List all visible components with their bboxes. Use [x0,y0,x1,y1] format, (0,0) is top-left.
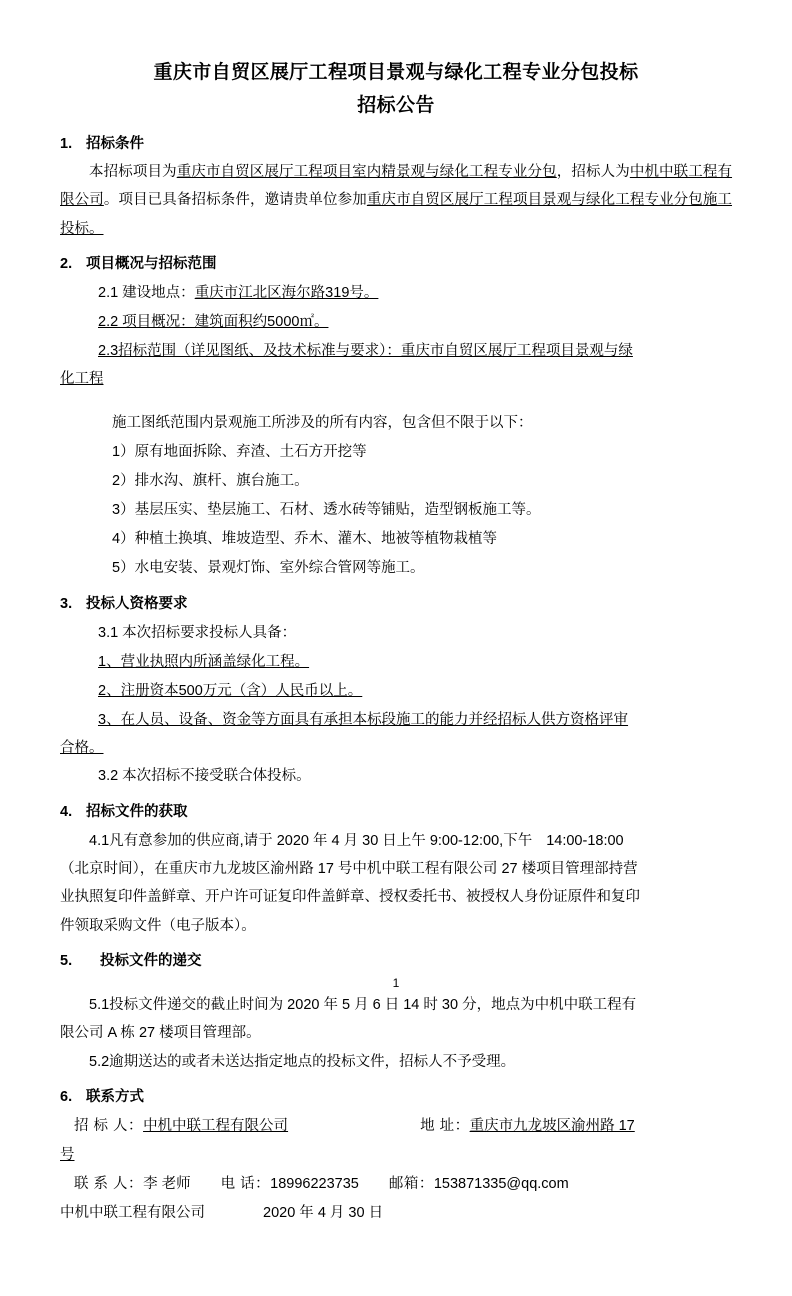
section-5-number: 5. [60,952,73,969]
email-label: 邮箱： [388,1175,434,1192]
email-value: 153871335@qq.com [433,1175,569,1192]
address-row-cont [60,1141,732,1170]
section-6-number: 6. [60,1089,73,1106]
page-number: 1 [392,975,400,990]
section-2-heading [60,252,732,277]
section-4-heading [60,800,732,825]
qualification-3 [60,706,732,734]
s1-text-c: 。项目已具备招标条件，邀请贵单位参加 [103,192,367,209]
item-3-2: 3.2 本次招标不接受联合体投标。 [98,768,311,785]
item-5-1-cont: 限公司 A 栋 27 楼项目管理部。 [60,1025,261,1042]
qualification-2 [60,677,732,706]
section-3-number: 3. [60,596,73,613]
section-1-number: 1. [60,135,73,152]
item-5-1: 5.1投标文件递交的截止时间为 2020 年 5 月 6 日 14 时 30 分，地点为中机中联工程有 [89,997,637,1014]
section-4-number: 4. [60,804,73,821]
title-line-1: 重庆市自贸区展厅工程项目景观与绿化工程专业分包投标 [153,62,639,83]
list-item: 3）基层压实、垫层施工、石材、透水砖等铺贴，造型钢板施工等。 [112,502,541,519]
item-4-1 [60,827,732,855]
item-4-1-b: 14:00-18:00 [546,832,624,849]
s1-text-a: 本招标项目为 [89,164,177,181]
item-2-3-text-a: 2.3招标范围（详见图纸、及技术标准与要求）：重庆市自贸区展厅工程项目景观与绿 [98,342,633,359]
section-6-heading [60,1085,732,1110]
section-1-paragraph [60,158,732,243]
item-5-2: 5.2逾期送达的或者未送达指定地点的投标文件，招标人不予受理。 [89,1053,516,1070]
section-6-title: 联系方式 [86,1089,144,1106]
qualification-3-cont [60,734,732,762]
footer-row [60,1199,732,1228]
s1-underline-3: 重庆市自贸区展厅工程项目景观与绿化工程专业分包施工投标。 [60,192,733,237]
item-3-1: 3.1 本次招标要求投标人具备： [98,624,297,641]
contact-label: 联 系 人： [74,1175,144,1192]
list-item: 5）水电安装、景观灯饰、室外综合管网等施工。 [112,560,425,577]
s1-text-b: ，招标人为 [556,164,630,181]
section-1-title: 招标条件 [86,135,144,152]
address-label: 地 址： [420,1117,470,1134]
scope-intro: 施工图纸范围内景观施工所涉及的所有内容，包含但不限于以下： [112,415,533,432]
section-2-title: 项目概况与招标范围 [86,255,217,272]
item-2-3 [60,337,732,365]
item-2-3-text-b: 化工程 [60,370,104,387]
contact-value: 李 老师 [143,1175,191,1192]
issue-date: 2020 年 4 月 30 日 [263,1204,384,1221]
qualification-1-text: 1、营业执照内所涵盖绿化工程。 [98,653,310,670]
contact-row [60,1170,732,1199]
bidder-value: 中机中联工程有限公司 [143,1117,289,1134]
section-1-heading [60,132,732,157]
s1-underline-1: 重庆市自贸区展厅工程项目室内精景观与绿化工程专业分包 [176,164,557,181]
item-4-1-cont-3: 件领取采购文件（电子版本）。 [60,917,256,934]
section-3-heading [60,592,732,617]
section-5-title: 投标文件的递交 [100,952,202,969]
page-title [74,56,718,123]
section-2-number: 2. [60,255,73,272]
item-2-3-cont [60,365,732,393]
item-2-2 [60,308,732,337]
qualification-1 [60,648,732,677]
section-4-title: 招标文件的获取 [86,804,188,821]
address-value: 重庆市九龙坡区渝州路 17 [469,1117,635,1134]
item-4-1-cont-1: （北京时间），在重庆市九龙坡区渝州路 17 号中机中联工程有限公司 27 楼项目管理部持营 [60,861,638,878]
qualification-3-text-a: 3、在人员、设备、资金等方面具有承担本标段施工的能力并经招标人供方资格评审 [98,711,629,728]
section-5-heading [60,949,732,974]
item-2-1-label: 2.1 建设地点： [98,284,195,301]
item-4-1-cont-2: 业执照复印件盖鲜章、开户许可证复印件盖鲜章、授权委托书、被授权人身份证原件和复印 [60,889,640,906]
phone-value: 18996223735 [270,1175,359,1192]
qualification-2-text: 2、注册资本500万元（含）人民币以上。 [98,682,363,699]
title-line-2: 招标公告 [357,95,435,117]
address-value-cont: 号 [60,1146,75,1163]
s1-underline-2: 中机中联工程有限公司 [60,164,733,209]
list-item: 1）原有地面拆除、弃渣、土石方开挖等 [112,444,367,461]
company-name: 中机中联工程有限公司 [60,1204,205,1221]
item-2-2-text: 2.2 项目概况：建筑面积约5000㎡。 [98,313,329,330]
bidder-label: 招 标 人： [74,1117,144,1134]
section-3-title: 投标人资格要求 [86,596,188,613]
phone-label: 电 话： [220,1175,271,1192]
list-item: 4）种植土换填、堆坡造型、乔木、灌木、地被等植物栽植等 [112,531,498,548]
qualification-3-text-b: 合格。 [60,740,104,757]
item-4-1-a: 4.1凡有意参加的供应商,请于 2020 年 4 月 30 日上午 9:00-12:00,下午 [89,832,533,849]
item-2-1 [60,279,732,308]
item-2-1-value: 重庆市江北区海尔路319号。 [194,284,379,301]
bidder-row [60,1112,732,1141]
list-item: 2）排水沟、旗杆、旗台施工。 [112,473,309,490]
